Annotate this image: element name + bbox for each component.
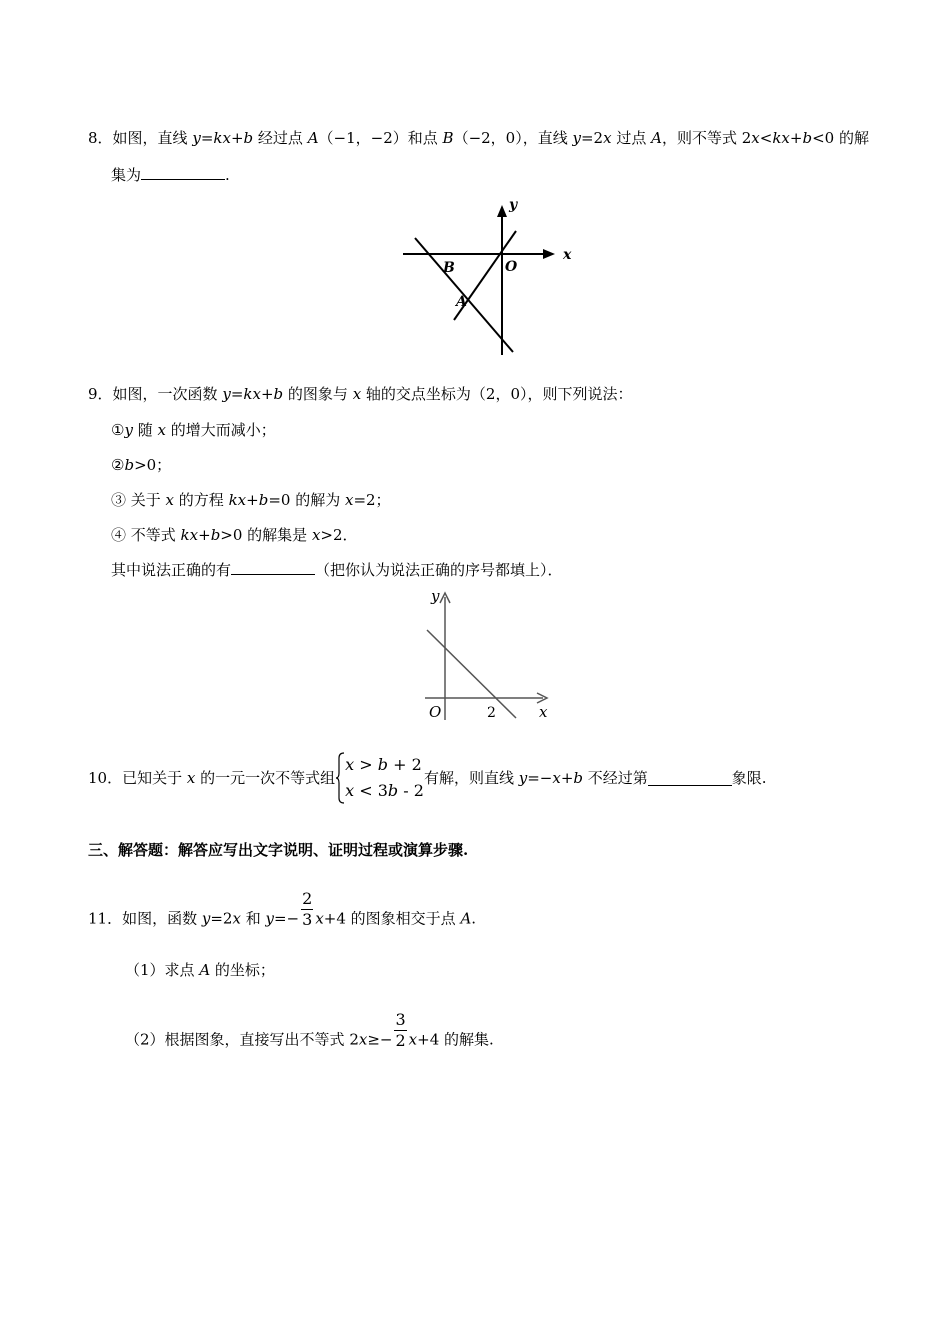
- q11-part2-suffix: [409, 1031, 494, 1049]
- section-3-heading: 三、解答题：解答应写出文字说明、证明过程或演算步骤.: [88, 841, 469, 859]
- text-run: +: [260, 385, 274, 403]
- q10-number: 10．: [88, 769, 123, 787]
- text-run: y: [518, 769, 528, 787]
- text-run: + 2: [387, 755, 422, 774]
- text-run: y: [124, 421, 133, 439]
- text-run: =−: [527, 769, 553, 787]
- text-run: y: [201, 909, 211, 928]
- text-run: 的方程: [174, 491, 229, 509]
- q9-number: 9．: [88, 385, 113, 403]
- q8-x-label: x: [563, 247, 572, 263]
- text-run: b: [387, 781, 399, 800]
- text-run: 过点: [611, 129, 652, 147]
- text-run: +: [560, 769, 574, 787]
- text-run: +4 的图象相交于点: [323, 909, 461, 928]
- q9-conclusion-suffix: （把你认为说法正确的序号都填上）．: [315, 561, 563, 579]
- text-run: kx: [243, 385, 261, 403]
- q9-conclusion-prefix: 其中说法正确的有: [111, 561, 232, 579]
- text-run: +4 的解集.: [417, 1030, 494, 1049]
- text-run: x: [345, 781, 355, 800]
- text-run: A: [651, 129, 662, 147]
- text-run: x: [232, 909, 241, 928]
- text-run: 经过点: [253, 129, 308, 147]
- q10-sys-line1: [345, 752, 424, 778]
- text-run: A: [460, 909, 472, 928]
- text-run: =0 的解为: [268, 491, 345, 509]
- text-run: < 3: [354, 781, 388, 800]
- text-run: - 2: [398, 781, 424, 800]
- text-run: >: [354, 755, 378, 774]
- q9-item-2: [111, 455, 171, 475]
- text-run: y: [222, 385, 231, 403]
- text-run: x: [751, 129, 760, 147]
- q11-part2-frac-num: 3: [395, 1010, 406, 1029]
- text-run: ④ 不等式: [111, 526, 181, 544]
- text-run: 有解，则直线: [423, 769, 519, 787]
- text-run: =−: [273, 909, 300, 928]
- text-run: y: [265, 909, 274, 928]
- text-run: 不经过第: [583, 769, 648, 787]
- q9-stem: [113, 385, 633, 403]
- q9-figure: [415, 585, 560, 725]
- q11-stem-line: [88, 889, 477, 940]
- text-run: b: [273, 385, 284, 403]
- text-run: b: [802, 129, 813, 147]
- text-run: 的增大而减小；: [165, 421, 276, 439]
- q11-part1: [125, 960, 275, 980]
- text-run: x: [311, 526, 321, 544]
- q11-prefix: [122, 910, 299, 928]
- text-run: >0 的解集是: [220, 526, 312, 544]
- text-run: ①: [111, 421, 125, 439]
- text-run: 如图，直线: [112, 129, 193, 147]
- text-run: b: [258, 491, 269, 509]
- q8-x-arrow: [543, 249, 555, 259]
- text-run: <0 的解: [812, 129, 869, 147]
- text-run: +: [789, 129, 803, 147]
- q11-part2-prefix: [125, 1031, 392, 1049]
- q8-stem: [113, 129, 869, 147]
- q8-line2: [111, 165, 230, 185]
- text-run: 如图，一次函数: [112, 385, 223, 403]
- q10-middle: [424, 769, 648, 787]
- text-run: ，则不等式 2: [661, 129, 752, 147]
- text-run: b: [243, 129, 254, 147]
- q8-line2-suffix: .: [225, 166, 230, 184]
- text-run: >2．: [320, 526, 358, 544]
- text-run: =: [230, 385, 244, 403]
- q9-x-label: x: [539, 703, 548, 721]
- text-run: x: [315, 909, 324, 928]
- text-run: ②: [111, 456, 125, 474]
- text-run: =2: [210, 909, 233, 928]
- q10-suffix: 象限.: [731, 769, 767, 787]
- q9-stem-line: [88, 384, 633, 404]
- text-run: A: [199, 961, 211, 979]
- text-run: x: [165, 491, 175, 509]
- text-run: x: [603, 129, 612, 147]
- text-run: 和: [240, 909, 266, 928]
- text-run: 的图象与: [283, 385, 353, 403]
- q9-conclusion: [111, 560, 563, 580]
- q8-answer-blank[interactable]: [141, 165, 225, 180]
- text-run: ③ 关于: [111, 491, 166, 509]
- text-run: A: [307, 129, 319, 147]
- text-run: x: [552, 769, 561, 787]
- q8-origin-label: O: [505, 259, 518, 275]
- text-run: y: [572, 129, 581, 147]
- q9-y-label: y: [431, 587, 440, 605]
- q8-y-arrow: [497, 205, 507, 217]
- q10-brace: [335, 752, 345, 804]
- q11-fraction: [301, 889, 313, 930]
- text-run: y: [192, 129, 201, 147]
- text-run: 已知关于: [122, 769, 187, 787]
- q11-part2: [125, 1010, 494, 1061]
- q10-line: [88, 752, 767, 804]
- q9-item-4: [111, 525, 358, 545]
- q11-part2-frac-den: 2: [395, 1031, 406, 1050]
- q10-sys-line2: [345, 778, 424, 804]
- text-run: kx: [213, 129, 231, 147]
- text-run: b: [377, 755, 388, 774]
- q11-number: 11．: [88, 909, 123, 928]
- q10-answer-blank[interactable]: [648, 771, 732, 786]
- text-run: +: [198, 526, 211, 544]
- text-run: b: [573, 769, 583, 787]
- text-run: （1）求点: [125, 961, 200, 979]
- text-run: x: [358, 1030, 368, 1049]
- text-run: kx: [180, 526, 199, 544]
- text-run: x: [344, 491, 354, 509]
- text-run: x: [408, 1030, 418, 1049]
- q11-frac-num: 2: [302, 889, 313, 908]
- q9-tick-label: 2: [487, 705, 496, 721]
- text-run: +: [230, 129, 244, 147]
- q9-item-1: [111, 420, 276, 440]
- q11-part2-fraction: [394, 1010, 406, 1051]
- q10-prefix: [122, 769, 335, 787]
- text-run: +: [246, 491, 259, 509]
- text-run: kx: [772, 129, 790, 147]
- q10-inequality-system: [335, 752, 424, 804]
- text-run: 如图，函数: [122, 909, 202, 928]
- text-run: x: [345, 755, 355, 774]
- text-run: （−1，−2）和点: [318, 129, 443, 147]
- text-run: kx: [228, 491, 247, 509]
- text-run: b: [210, 526, 221, 544]
- text-run: b: [124, 456, 135, 474]
- text-run: 随: [132, 421, 158, 439]
- q8-figure: [395, 195, 585, 360]
- text-run: 的坐标；: [210, 961, 275, 979]
- q8-number: 8．: [88, 129, 113, 147]
- text-run: 轴的交点坐标为（2，0），则下列说法：: [361, 385, 633, 403]
- text-run: =: [200, 129, 214, 147]
- q9-answer-blank[interactable]: [231, 560, 315, 575]
- text-run: B: [442, 129, 454, 147]
- text-run: x: [352, 385, 362, 403]
- text-run: =2: [580, 129, 604, 147]
- text-run: x: [157, 421, 166, 439]
- q8-point-a-label: A: [456, 294, 467, 310]
- text-run: 的一元一次不等式组: [195, 769, 336, 787]
- text-run: （2）根据图象，直接写出不等式 2: [125, 1030, 359, 1049]
- text-run: =2；: [353, 491, 391, 509]
- text-run: x: [186, 769, 196, 787]
- text-run: ≥−: [367, 1030, 393, 1049]
- q9-origin-label: O: [429, 703, 442, 721]
- text-run: >0；: [134, 456, 172, 474]
- q11-suffix: [315, 910, 476, 928]
- q8-point-b-label: B: [443, 260, 455, 276]
- text-run: <: [759, 129, 773, 147]
- text-run: .: [471, 909, 477, 928]
- q9-item-3: [111, 490, 391, 510]
- q8-y-label: y: [509, 197, 518, 213]
- q11-frac-den: 3: [302, 910, 313, 929]
- q8-line1: [88, 128, 869, 148]
- q8-line2-prefix: 集为: [111, 166, 142, 184]
- text-run: （−2，0），直线: [453, 129, 573, 147]
